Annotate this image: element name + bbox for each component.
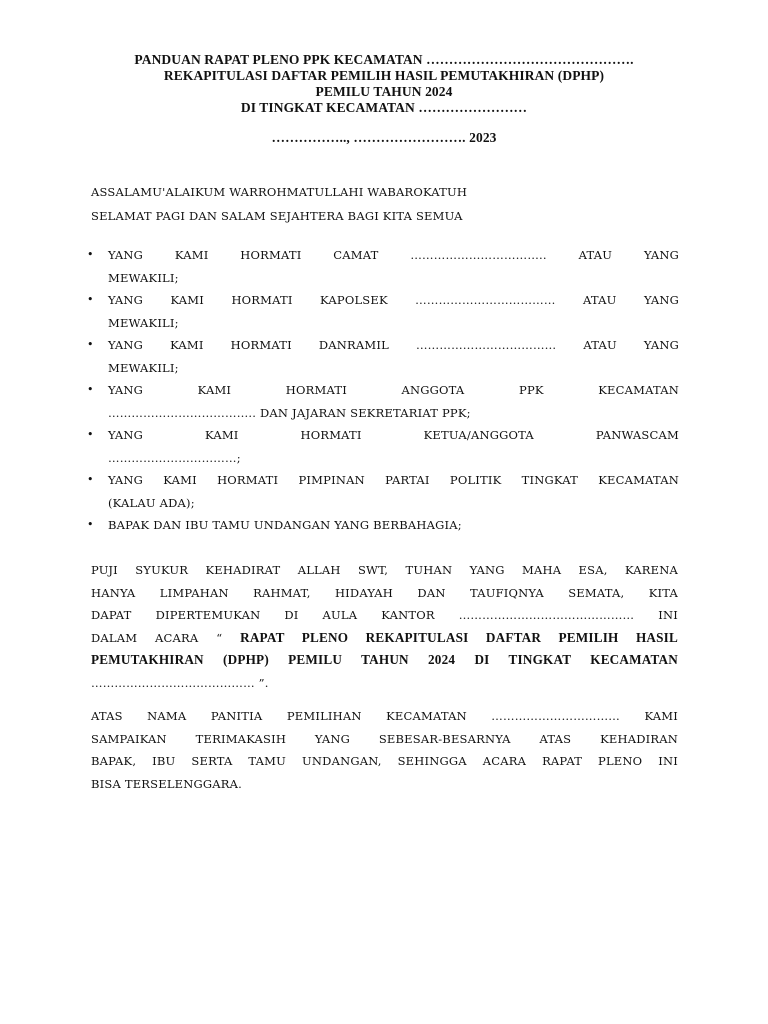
list-item: • YANG KAMI HORMATI DANRAMIL ……………………………… ATAU YANG MEWAKILI; <box>87 334 679 379</box>
bullet-icon: • <box>87 518 94 531</box>
bullet-icon: • <box>87 338 94 351</box>
list-item: • YANG KAMI HORMATI KAPOLSEK ……………………………… ATAU YANG MEWAKILI; <box>87 289 679 334</box>
header-title-line2: REKAPITULASI DAFTAR PEMILIH HASIL PEMUTAKHIRAN (DPHP) <box>163 68 605 83</box>
header-title-line4: DI TINGKAT KECAMATAN …………………… <box>240 100 528 115</box>
bullet-icon: • <box>87 248 94 261</box>
list-item: • YANG KAMI HORMATI ANGGOTA PPK KECAMATAN ……………………………….. DAN JAJARAN SEKRETARIAT PPK; <box>87 379 679 424</box>
paragraph-line: …………………………………… ”. <box>91 675 269 690</box>
event-intro-text: DALAM ACARA “ <box>91 630 223 645</box>
thanks-paragraph <box>91 705 678 795</box>
list-item: • YANG KAMI HORMATI CAMAT …………………………….. ATAU YANG MEWAKILI; <box>87 244 679 289</box>
paragraph-line <box>91 627 678 650</box>
bullet-icon: • <box>87 428 94 441</box>
opening-greeting <box>91 180 691 228</box>
event-title-part1: RAPAT PLENO REKAPITULASI DAFTAR PEMILIH HASIL <box>240 629 678 645</box>
document-header <box>0 52 768 146</box>
header-date-line: …………….., ……………………. 2023 <box>271 130 497 145</box>
paragraph-line <box>91 649 678 672</box>
paragraph-line: DAPAT DIPERTEMUKAN DI AULA KANTOR ……………………………………… INI <box>91 608 678 622</box>
paragraph-line: BAPAK, IBU SERTA TAMU UNDANGAN, SEHINGGA ACARA RAPAT PLENO INI <box>91 754 678 768</box>
bullet-icon: • <box>87 293 94 306</box>
paragraph-line: SAMPAIKAN TERIMAKASIH YANG SEBESAR-BESARNYA ATAS KEHADIRAN <box>91 731 678 746</box>
header-title-line1: PANDUAN RAPAT PLENO PPK KECAMATAN ………………………………………. <box>134 52 634 67</box>
paragraph-line: HANYA LIMPAHAN RAHMAT, HIDAYAH DAN TAUFIQNYA SEMATA, KITA <box>91 585 678 600</box>
greeting-line2: SELAMAT PAGI DAN SALAM SEJAHTERA BAGI KITA SEMUA <box>91 209 463 223</box>
bullet-icon: • <box>87 473 94 486</box>
list-item: • BAPAK DAN IBU TAMU UNDANGAN YANG BERBAHAGIA; <box>87 514 679 537</box>
list-item: • YANG KAMI HORMATI PIMPINAN PARTAI POLITIK TINGKAT KECAMATAN (KALAU ADA); <box>87 469 679 514</box>
list-item: • YANG KAMI HORMATI KETUA/ANGGOTA PANWASCAM ……………………………; <box>87 424 679 469</box>
honorifics-list <box>87 244 679 537</box>
header-title-line3: PEMILU TAHUN 2024 <box>315 84 453 99</box>
event-title-part2: PEMUTAKHIRAN (DPHP) PEMILU TAHUN 2024 DI TINGKAT KECAMATAN <box>91 652 678 667</box>
bullet-icon: • <box>87 383 94 396</box>
paragraph-line: BISA TERSELENGGARA. <box>91 776 243 791</box>
paragraph-line: ATAS NAMA PANITIA PEMILIHAN KECAMATAN …………………………… KAMI <box>91 709 678 723</box>
greeting-line1: ASSALAMU'ALAIKUM WARROHMATULLAHI WABAROKATUH <box>91 185 468 199</box>
gratitude-paragraph <box>91 559 678 694</box>
paragraph-line: PUJI SYUKUR KEHADIRAT ALLAH SWT, TUHAN YANG MAHA ESA, KARENA <box>91 563 678 577</box>
